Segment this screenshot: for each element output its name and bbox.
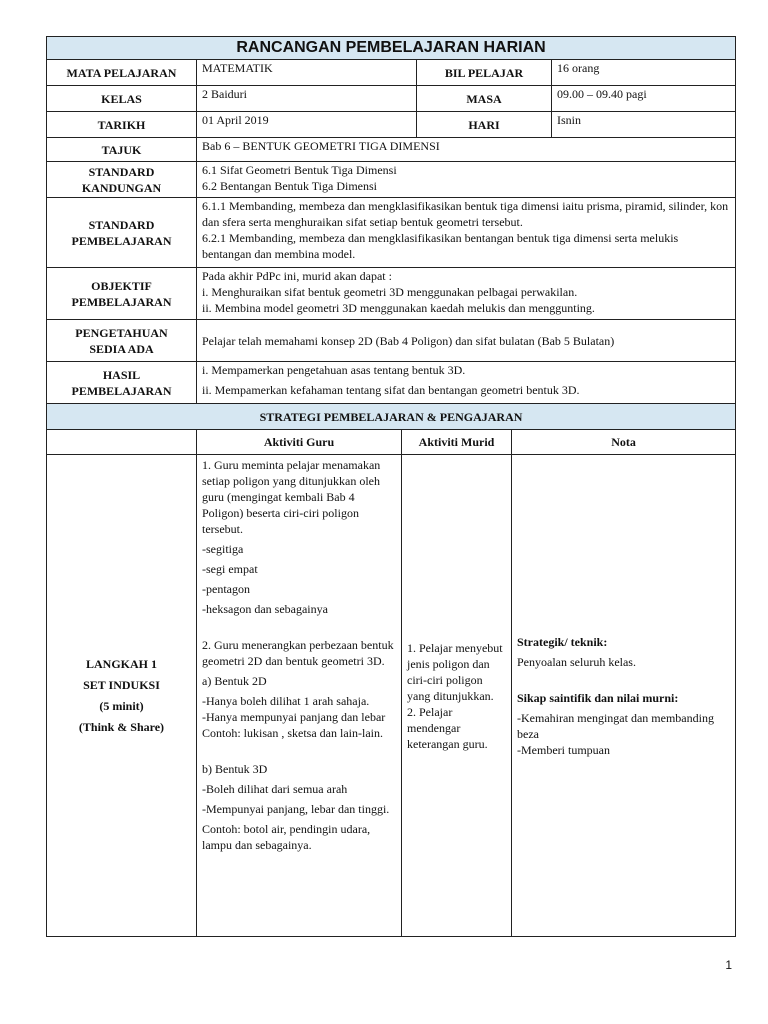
strategy-table (46, 403, 736, 937)
class-label: KELAS (47, 86, 197, 112)
subject-value: MATEMATIK (197, 60, 417, 86)
teacher-step-1: 1. Guru meminta pelajar menamakan setiap poligon yang ditunjukkan oleh guru (mengingat kembali Bab 4 Poligon) beserta ciri-ciri poligon tersebut. (202, 458, 381, 536)
students-value: 16 orang (552, 60, 736, 86)
strategy-header: STRATEGI PEMBELAJARAN & PENGAJARAN (47, 404, 736, 430)
objective-item-1: i. Menghuraikan sifat bentuk geometri 3D menggunakan pelbagai perwakilan. (202, 285, 578, 299)
outcome-label-2: PEMBELAJARAN (71, 383, 172, 398)
note-cell (512, 455, 736, 937)
step1-label-1: LANGKAH 1 (85, 656, 157, 671)
note-values-1: -Kemahiran mengingat dan membanding beza (517, 710, 714, 741)
content-standard-label-1: STANDARD (88, 164, 155, 179)
student-activity-1: 1. Pelajar menyebut jenis poligon dan ciri-ciri poligon yang ditunjukkan. (407, 640, 503, 703)
prior-knowledge-value: Pelajar telah memahami konsep 2D (Bab 4 Poligon) dan sifat bulatan (Bab 5 Bulatan) (197, 320, 736, 362)
student-activity-2: 2. Pelajar mendengar keterangan guru. (407, 704, 488, 751)
outcome-item-1: i. Mempamerkan pengetahuan asas tentang bentuk 3D. (202, 363, 466, 377)
time-label: MASA (417, 86, 552, 112)
learning-standard-line-2: 6.2.1 Membanding, membeza dan mengklasifikasikan bentangan bentuk tiga dimensi serta melukis bentangan dan membina model. (202, 231, 679, 261)
lesson-plan-table (46, 36, 736, 404)
date-label: TARIKH (47, 112, 197, 138)
time-value: 09.00 – 09.40 pagi (552, 86, 736, 112)
teacher-shape-4: -heksagon dan sebagainya (202, 602, 328, 616)
teacher-2d-example: Contoh: lukisan , sketsa dan lain-lain. (202, 726, 383, 740)
step1-label-2: SET INDUKSI (83, 677, 160, 692)
learning-standard-label-1: STANDARD (88, 217, 155, 232)
learning-standard-label (47, 198, 197, 268)
day-value: Isnin (552, 112, 736, 138)
objective-label-2: PEMBELAJARAN (71, 294, 172, 309)
objective-label (47, 268, 197, 320)
teacher-2d-point-1: -Hanya boleh dilihat 1 arah sahaja. (202, 694, 370, 708)
teacher-shape-1: -segitiga (202, 542, 244, 556)
content-standard-line-2: 6.2 Bentangan Bentuk Tiga Dimensi (202, 179, 377, 193)
outcome-label-1: HASIL (102, 367, 141, 382)
outcome-value (197, 362, 736, 404)
note-header: Nota (512, 430, 736, 455)
note-strategy-value: Penyoalan seluruh kelas. (517, 654, 636, 669)
outcome-item-2: ii. Mempamerkan kefahaman tentang sifat dan bentangan geometri bentuk 3D. (202, 383, 580, 397)
teacher-3d-heading: b) Bentuk 3D (202, 762, 268, 776)
students-label: BIL PELAJAR (417, 60, 552, 86)
teacher-activity-header: Aktiviti Guru (197, 430, 402, 455)
teacher-shape-3: -pentagon (202, 582, 250, 596)
class-value: 2 Baiduri (197, 86, 417, 112)
teacher-3d-point-1: -Boleh dilihat dari semua arah (202, 782, 348, 796)
note-values-2: -Memberi tumpuan (517, 742, 610, 757)
strategy-empty-cell (47, 430, 197, 455)
learning-standard-line-1: 6.1.1 Membanding, membeza dan mengklasifikasikan bentuk tiga dimensi iaitu prisma, piramid, silinder, kon dan sfera serta menghuraikan sifat setiap bentuk geometri tersebut. (202, 199, 729, 229)
student-activity-cell (402, 455, 512, 937)
day-label: HARI (417, 112, 552, 138)
teacher-3d-point-2: -Mempunyai panjang, lebar dan tinggi. (202, 802, 390, 816)
prior-knowledge-label-2: SEDIA ADA (89, 341, 154, 356)
topic-label: TAJUK (47, 138, 197, 162)
date-value: 01 April 2019 (197, 112, 417, 138)
learning-standard-value (197, 198, 736, 268)
content-standard-value (197, 162, 736, 198)
page-number: 1 (725, 958, 732, 972)
objective-value (197, 268, 736, 320)
note-values-heading: Sikap saintifik dan nilai murni: (517, 690, 679, 705)
teacher-3d-example: Contoh: botol air, pendingin udara, lampu dan sebagainya. (202, 822, 371, 852)
objective-item-2: ii. Membina model geometri 3D menggunakan kaedah melukis dan menggunting. (202, 301, 595, 315)
lesson-plan (46, 36, 735, 937)
content-standard-label-2: KANDUNGAN (81, 180, 162, 195)
prior-knowledge-label (47, 320, 197, 362)
step1-label-3: (5 minit) (99, 698, 144, 713)
outcome-label (47, 362, 197, 404)
step1-label (47, 455, 197, 937)
prior-knowledge-label-1: PENGETAHUAN (75, 325, 168, 340)
teacher-2d-point-2: -Hanya mempunyai panjang dan lebar (202, 710, 386, 724)
content-standard-label (47, 162, 197, 198)
teacher-2d-heading: a) Bentuk 2D (202, 674, 267, 688)
objective-label-1: OBJEKTIF (91, 278, 152, 293)
objective-intro: Pada akhir PdPc ini, murid akan dapat : (202, 269, 392, 283)
note-strategy-heading: Strategik/ teknik: (517, 634, 608, 649)
topic-value: Bab 6 – BENTUK GEOMETRI TIGA DIMENSI (197, 138, 736, 162)
teacher-step-2: 2. Guru menerangkan perbezaan bentuk geometri 2D dan bentuk geometri 3D. (202, 638, 394, 668)
teacher-shape-2: -segi empat (202, 562, 258, 576)
student-activity-header: Aktiviti Murid (402, 430, 512, 455)
teacher-activity-cell (197, 455, 402, 937)
page-title: RANCANGAN PEMBELAJARAN HARIAN (47, 37, 736, 60)
learning-standard-label-2: PEMBELAJARAN (71, 233, 172, 248)
subject-label: MATA PELAJARAN (47, 60, 197, 86)
step1-label-4: (Think & Share) (78, 719, 165, 734)
content-standard-line-1: 6.1 Sifat Geometri Bentuk Tiga Dimensi (202, 163, 397, 177)
